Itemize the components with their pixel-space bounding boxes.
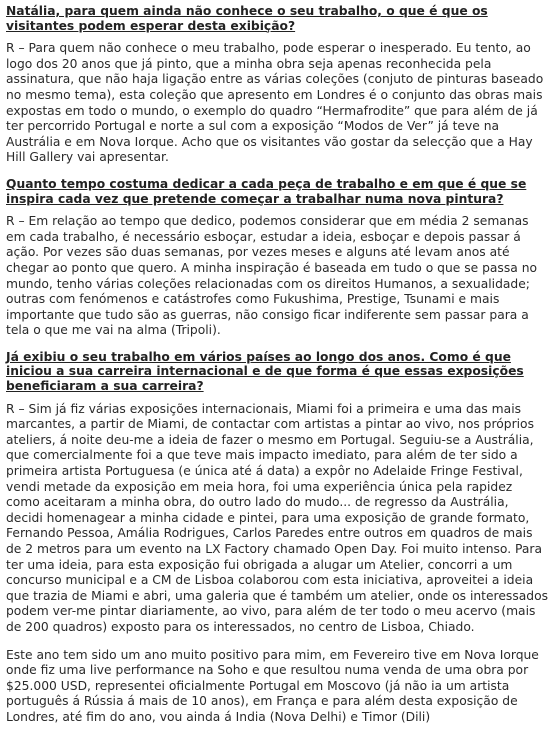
interview-document xyxy=(6,4,548,726)
qa-block-3 xyxy=(6,350,548,726)
answer-2: R – Em relação ao tempo que dedico, podemos considerar que em média 2 semanas em cada trabalho, é necessário esboçar, estudar a ideia, esboçar e depois passar á ação. Por vezes são duas semanas, por vezes meses e alguns até levam anos até chegar ao ponto que quero. A minha inspiração é baseada em tudo o que se passa no mundo, tenho várias coleções relacionadas com os direitos Humanos, a sexualidade; outras com fenómenos e catástrofes como Fukushima, Prestige, Tsunami e mais importante que tudo são as guerras, não consigo ficar indiferente sem passar para a tela o que me vai na alma (Tripoli). xyxy=(6,214,538,338)
qa-block-1 xyxy=(6,4,548,166)
answer-3: R – Sim já fiz várias exposições internacionais, Miami foi a primeira e uma das mais marcantes, a partir de Miami, de contactar com artistas a pintar ao vivo, nos próprios ateliers, á noite deu-me a ideia de fazer o mesmo em Portugal. Seguiu-se a Austrália, que comercialmente foi a que teve mais impacto imediato, para além de ter sido a primeira artista Portuguesa (e única até á data) a expôr no Adelaide Fringe Festival, vendi metade da exposição em meia hora, foi uma experiência única pela rapidez como aceitaram a minha obra, do outro lado do mudo... de regresso da Austrália, decidi homenagear a minha cidade e pintei, para uma exposição de grande formato, Fernando Pessoa, Amália Rodrigues, Carlos Paredes entre outros em quadros de mais de 2 metros para um evento na LX Factory chamado Open Day. Foi muito intenso. Para ter uma ideia, para esta exposição fui obrigada a alugar um Atelier, concorri a um concurso municipal e a CM de Lisboa colaborou com esta iniciativa, aproveitei a ideia que trazia de Miami e abri, uma galeria que é também um atelier, onde os interessados podem ver-me pintar diariamente, ao vivo, para além de ter todo o meu acervo (mais de 200 quadros) exposto para os interessados, no centro de Lisboa, Chiado. xyxy=(6,401,548,634)
question-3: Já exibiu o seu trabalho em vários países ao longo dos anos. Como é que iniciou a sua carreira internacional e de que forma é que essas exposições beneficiaram a sua carreira? xyxy=(6,349,524,394)
qa-block-2 xyxy=(6,177,548,339)
question-2: Quanto tempo costuma dedicar a cada peça de trabalho e em que é que se inspira cada vez que pretende começar a trabalhar numa nova pintura? xyxy=(6,176,527,206)
answer-1: R – Para quem não conhece o meu trabalho, pode esperar o inesperado. Eu tento, ao logo dos 20 anos que já pinto, que a minha obra seja apenas reconhecida pela assinatura, que não haja ligação entre as várias coleções (conjuto de pinturas baseado no mesmo tema), esta coleção que apresento em Londres é o conjunto das obras mais expostas em todo o mundo, o exemplo do quadro “Hermafrodite” que para além de já ter percorrido Portugal e norte a sul com a exposição “Modos de Ver” já teve na Austrália e em Nova Iorque. Acho que os visitantes vão gostar da selecção que a Hay Hill Gallery vai apresentar. xyxy=(6,41,544,165)
question-1: Natália, para quem ainda não conhece o seu trabalho, o que é que os visitantes podem esperar desta exibição? xyxy=(6,4,488,33)
answer-3-continued: Este ano tem sido um ano muito positivo para mim, em Fevereiro tive em Nova Iorque onde fiz uma live performance na Soho e que resultou numa venda de uma obra por $25.000 USD, representei oficialmente Portugal em Moscovo (já não ia um artista português á Rússia á mais de 10 anos), em França e para além desta exposição de Londres, até fim do ano, vou ainda á India (Nova Delhi) e Timor (Dili) xyxy=(6,647,539,724)
